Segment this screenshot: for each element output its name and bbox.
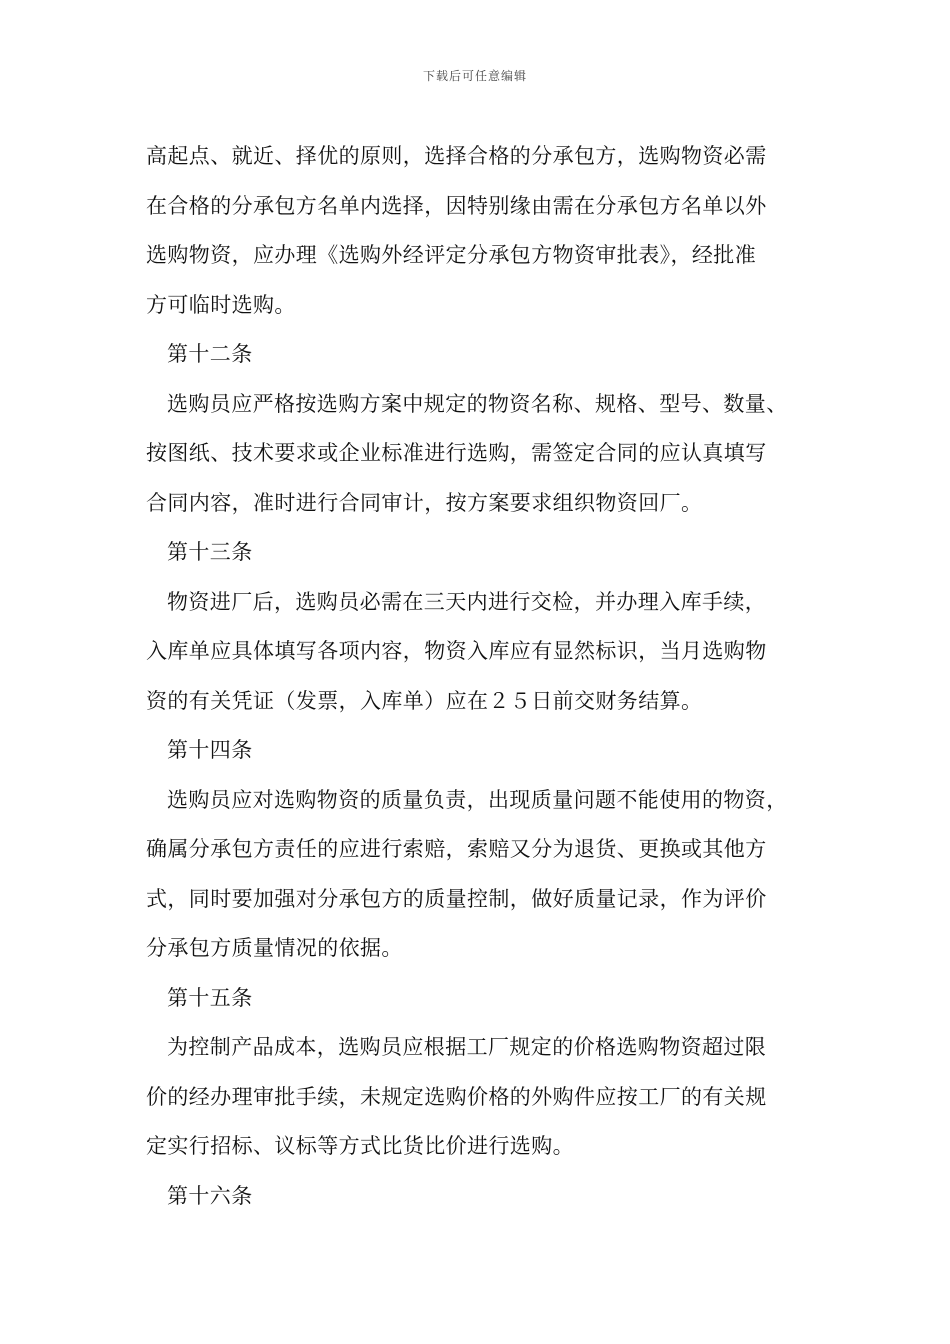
text-line: 选购物资，应办理《选购外经评定分承包方物资审批表》，经批准 xyxy=(146,243,757,267)
text-line: 选购员应对选购物资的质量负责，出现质量问题不能使用的物资， xyxy=(167,787,788,812)
text-line: 在合格的分承包方名单内选择，因特别缘由需在分承包方名单以外 xyxy=(146,193,767,218)
text-line: 式，同时要加强对分承包方的质量控制，做好质量记录，作为评价 xyxy=(146,886,767,911)
text-line: 高起点、就近、择优的原则，选择合格的分承包方，选购物资必需 xyxy=(146,144,767,168)
text-line: 方可临时选购。 xyxy=(146,292,296,317)
article-heading: 第十二条 xyxy=(167,342,253,366)
text-line: 资的有关凭证（发票，入库单）应在２５日前交财务结算。 xyxy=(146,688,703,713)
text-line: 合同内容，准时进行合同审计，按方案要求组织物资回厂。 xyxy=(146,490,703,515)
text-line: 为控制产品成本，选购员应根据工厂规定的价格选购物资超过限 xyxy=(167,1035,767,1059)
text-line: 物资进厂后，选购员必需在三天内进行交检，并办理入库手续， xyxy=(167,589,767,614)
text-line: 按图纸、技术要求或企业标准进行选购，需签定合同的应认真填写 xyxy=(146,441,767,465)
article-heading: 第十五条 xyxy=(167,985,253,1010)
article-heading: 第十三条 xyxy=(167,540,253,564)
text-line: 价的经办理审批手续，未规定选购价格的外购件应按工厂的有关规 xyxy=(146,1084,767,1109)
document-body xyxy=(146,132,836,1221)
header-note: 下载后可任意编辑 xyxy=(422,69,527,83)
text-line: 入库单应具体填写各项内容，物资入库应有显然标识，当月选购物 xyxy=(146,639,767,663)
article-heading: 第十六条 xyxy=(167,1183,253,1208)
article-heading: 第十四条 xyxy=(167,738,253,762)
text-line: 分承包方质量情况的依据。 xyxy=(146,936,403,960)
text-line: 定实行招标、议标等方式比货比价进行选购。 xyxy=(146,1134,574,1158)
text-line: 选购员应严格按选购方案中规定的物资名称、规格、型号、数量、 xyxy=(167,391,788,416)
text-line: 确属分承包方责任的应进行索赔，索赔又分为退货、更换或其他方 xyxy=(146,837,767,861)
